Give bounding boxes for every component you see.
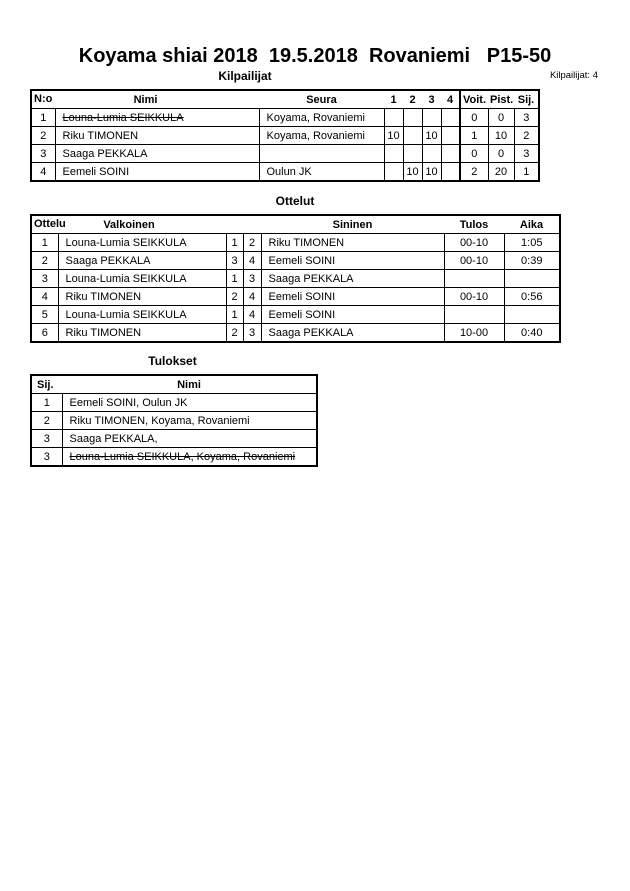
result-name: Eemeli SOINI, Oulun JK — [62, 394, 317, 412]
competitor-number: 4 — [31, 163, 55, 182]
matches-table — [30, 214, 561, 343]
match-blue-name: Eemeli SOINI — [261, 288, 444, 306]
match-number: 6 — [31, 324, 58, 343]
competitor-name: Louna-Lumia SEIKKULA — [55, 109, 259, 127]
match-result: 00-10 — [444, 288, 504, 306]
competitors-header-row — [31, 90, 539, 109]
competitor-wins: 0 — [460, 145, 488, 163]
result-row — [31, 448, 317, 467]
header-valkoinen: Valkoinen — [103, 218, 155, 231]
header-ottelu: Ottelu — [34, 218, 66, 230]
competitor-score-1 — [384, 109, 403, 127]
competitor-points: 20 — [488, 163, 514, 182]
result-placement: 1 — [31, 394, 62, 412]
results-section-heading: Tulokset — [148, 354, 197, 368]
match-number: 3 — [31, 270, 58, 288]
match-result: 10-00 — [444, 324, 504, 343]
match-row — [31, 288, 560, 306]
match-blue-number: 4 — [243, 306, 261, 324]
competitor-score-4 — [441, 127, 460, 145]
competitor-placement: 2 — [514, 127, 539, 145]
match-white-number: 1 — [226, 270, 243, 288]
match-white-number: 3 — [226, 252, 243, 270]
match-blue-name: Riku TIMONEN — [261, 234, 444, 252]
competitor-club: Oulun JK — [259, 163, 384, 182]
header-nimi: Nimi — [133, 93, 158, 106]
competitor-wins: 0 — [460, 109, 488, 127]
header-sininen: Sininen — [261, 215, 444, 234]
match-blue-name: Eemeli SOINI — [261, 252, 444, 270]
competitor-score-3 — [422, 109, 441, 127]
header-seura: Seura — [259, 90, 384, 109]
header-results-nimi: Nimi — [62, 375, 317, 394]
competitor-score-4 — [441, 109, 460, 127]
match-number: 2 — [31, 252, 58, 270]
match-time: 0:56 — [504, 288, 560, 306]
competitor-points: 0 — [488, 109, 514, 127]
competitor-name: Saaga PEKKALA — [55, 145, 259, 163]
competitors-section-heading: Kilpailijat — [218, 69, 272, 83]
competitor-placement: 3 — [514, 145, 539, 163]
competitor-score-1 — [384, 163, 403, 182]
match-white-name: Riku TIMONEN — [58, 324, 226, 343]
competitor-number: 3 — [31, 145, 55, 163]
match-result: 00-10 — [444, 252, 504, 270]
header-aika: Aika — [504, 215, 560, 234]
match-white-name: Louna-Lumia SEIKKULA — [58, 270, 226, 288]
header-pist: Pist. — [488, 90, 514, 109]
result-placement: 2 — [31, 412, 62, 430]
result-placement: 3 — [31, 448, 62, 467]
result-row — [31, 430, 317, 448]
header-tulos: Tulos — [444, 215, 504, 234]
header-no: N:o — [34, 93, 53, 105]
header-round-1: 1 — [384, 90, 403, 109]
competitor-placement: 1 — [514, 163, 539, 182]
competitor-score-3 — [422, 145, 441, 163]
result-name: Riku TIMONEN, Koyama, Rovaniemi — [62, 412, 317, 430]
match-blue-number: 4 — [243, 288, 261, 306]
competitor-score-2: 10 — [403, 163, 422, 182]
competitor-row — [31, 145, 539, 163]
match-blue-number: 4 — [243, 252, 261, 270]
competitor-placement: 3 — [514, 109, 539, 127]
match-time: 0:39 — [504, 252, 560, 270]
match-row — [31, 270, 560, 288]
competitor-score-4 — [441, 145, 460, 163]
competitor-number: 1 — [31, 109, 55, 127]
match-blue-number: 2 — [243, 234, 261, 252]
header-round-3: 3 — [422, 90, 441, 109]
result-name: Saaga PEKKALA, — [62, 430, 317, 448]
competitor-score-4 — [441, 163, 460, 182]
match-row — [31, 324, 560, 343]
match-blue-name: Saaga PEKKALA — [261, 270, 444, 288]
competitor-wins: 2 — [460, 163, 488, 182]
match-white-name: Saaga PEKKALA — [58, 252, 226, 270]
match-blue-name: Saaga PEKKALA — [261, 324, 444, 343]
match-result — [444, 270, 504, 288]
page-title: Koyama shiai 2018 19.5.2018 Rovaniemi P15-50 — [78, 45, 552, 67]
match-white-name: Riku TIMONEN — [58, 288, 226, 306]
match-white-name: Louna-Lumia SEIKKULA — [58, 306, 226, 324]
competitor-wins: 1 — [460, 127, 488, 145]
match-white-name: Louna-Lumia SEIKKULA — [58, 234, 226, 252]
match-white-number: 2 — [226, 324, 243, 343]
competitor-score-2 — [403, 109, 422, 127]
competitor-club: Koyama, Rovaniemi — [259, 109, 384, 127]
result-name: Louna-Lumia SEIKKULA, Koyama, Rovaniemi — [62, 448, 317, 467]
result-placement: 3 — [31, 430, 62, 448]
competitor-number: 2 — [31, 127, 55, 145]
match-result: 00-10 — [444, 234, 504, 252]
competitor-score-1 — [384, 145, 403, 163]
competitors-header-no-nimi — [31, 90, 259, 109]
competitor-score-1: 10 — [384, 127, 403, 145]
match-number: 4 — [31, 288, 58, 306]
competitor-name: Eemeli SOINI — [55, 163, 259, 182]
competitor-club — [259, 145, 384, 163]
results-header-row — [31, 375, 317, 394]
competitor-club: Koyama, Rovaniemi — [259, 127, 384, 145]
competitor-score-3: 10 — [422, 127, 441, 145]
matches-header-ottelu-valkoinen — [31, 215, 226, 234]
match-result — [444, 306, 504, 324]
match-white-number: 2 — [226, 288, 243, 306]
match-blue-name: Eemeli SOINI — [261, 306, 444, 324]
matches-section-heading: Ottelut — [275, 194, 315, 208]
results-table — [30, 374, 318, 467]
competitors-count-label: Kilpailijat: 4 — [549, 70, 598, 81]
match-white-number: 1 — [226, 306, 243, 324]
competitor-row — [31, 163, 539, 182]
match-blue-number: 3 — [243, 324, 261, 343]
match-time: 1:05 — [504, 234, 560, 252]
header-sij: Sij. — [514, 90, 539, 109]
competitor-score-3: 10 — [422, 163, 441, 182]
result-row — [31, 412, 317, 430]
header-results-sij: Sij. — [31, 375, 62, 394]
competitor-score-2 — [403, 127, 422, 145]
competitor-row — [31, 109, 539, 127]
competitor-score-2 — [403, 145, 422, 163]
competitor-points: 0 — [488, 145, 514, 163]
competitor-name: Riku TIMONEN — [55, 127, 259, 145]
matches-header-numbers — [226, 215, 261, 234]
match-row — [31, 306, 560, 324]
match-time — [504, 306, 560, 324]
result-row — [31, 394, 317, 412]
match-number: 5 — [31, 306, 58, 324]
match-row — [31, 234, 560, 252]
match-blue-number: 3 — [243, 270, 261, 288]
match-time: 0:40 — [504, 324, 560, 343]
header-voit: Voit. — [460, 90, 488, 109]
matches-header-row — [31, 215, 560, 234]
match-number: 1 — [31, 234, 58, 252]
competitor-points: 10 — [488, 127, 514, 145]
match-row — [31, 252, 560, 270]
competitor-row — [31, 127, 539, 145]
match-time — [504, 270, 560, 288]
header-round-4: 4 — [441, 90, 460, 109]
match-white-number: 1 — [226, 234, 243, 252]
header-round-2: 2 — [403, 90, 422, 109]
competitors-table — [30, 89, 540, 182]
